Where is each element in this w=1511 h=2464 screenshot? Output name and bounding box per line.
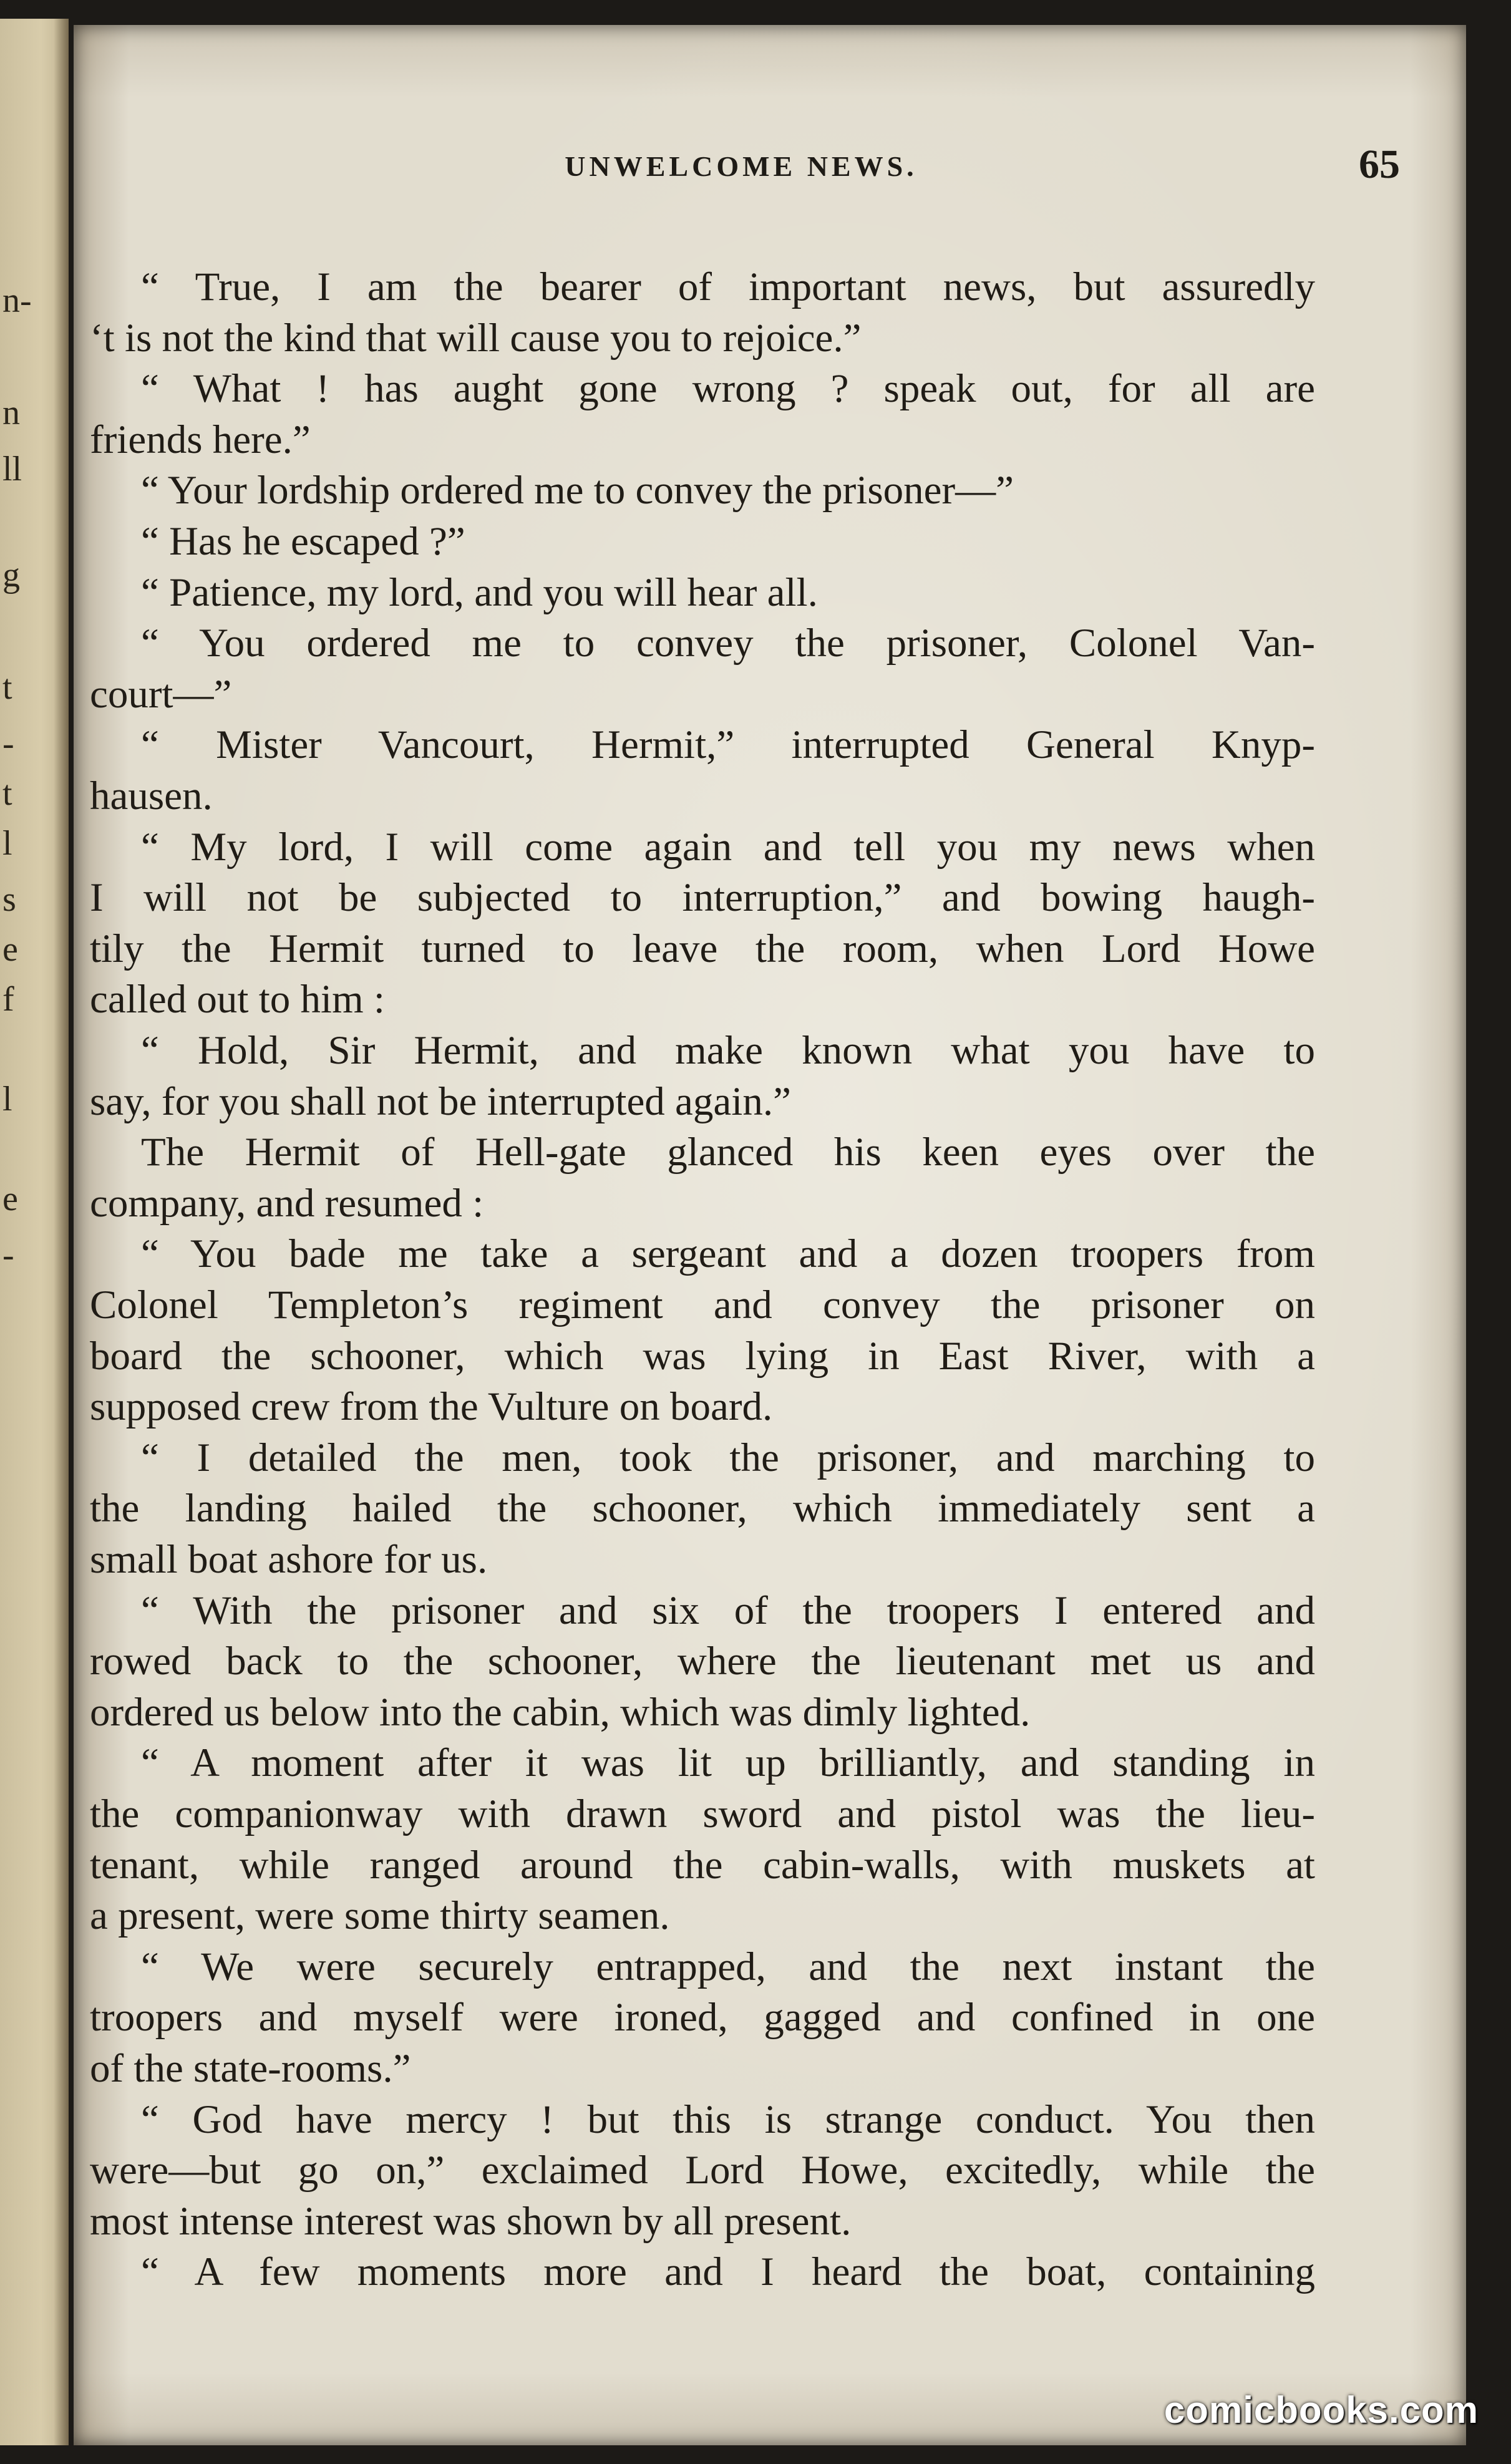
- prev-page-char: t: [2, 774, 12, 813]
- prev-page-char: f: [2, 980, 14, 1019]
- text-line: “ Your lordship ordered me to convey the prisoner—”: [141, 468, 1014, 513]
- text-line: troopers and myself were ironed, gagged and confined in one: [90, 1995, 1315, 2040]
- text-line: tily the Hermit turned to leave the room, when Lord Howe: [90, 926, 1315, 971]
- prev-page-char: -: [2, 1236, 14, 1274]
- prev-page-char: n: [2, 394, 20, 432]
- text-line: the companionway with drawn sword and pistol was the lieu-: [90, 1792, 1315, 1836]
- text-line: a present, were some thirty seamen.: [90, 1893, 670, 1939]
- prev-page-char: l: [2, 1080, 12, 1118]
- text-line: “ Patience, my lord, and you will hear all.: [141, 570, 818, 615]
- text-line: “ A moment after it was lit up brilliantly, and standing in: [141, 1740, 1315, 1786]
- text-line: most intense interest was shown by all present.: [90, 2198, 852, 2244]
- site-watermark: comicbooks.com: [1164, 2389, 1479, 2431]
- prev-page-char: e: [2, 930, 18, 969]
- text-line: “ God have mercy ! but this is strange conduct. You then: [141, 2097, 1315, 2142]
- text-line: “ A few moments more and I heard the boat, containing: [141, 2249, 1315, 2295]
- text-line: “ True, I am the bearer of important news, but assuredly: [141, 264, 1315, 309]
- text-line: ‘t is not the kind that will cause you to rejoice.”: [90, 315, 862, 361]
- text-line: “ We were securely entrapped, and the next instant the: [141, 1944, 1315, 1989]
- text-line: “ What ! has aught gone wrong ? speak out, for all are: [141, 366, 1315, 412]
- text-line: small boat ashore for us.: [90, 1537, 488, 1582]
- text-line: hausen.: [90, 774, 213, 818]
- text-line: tenant, while ranged around the cabin-walls, with muskets at: [90, 1842, 1315, 1888]
- text-line: were—but go on,” exclaimed Lord Howe, excitedly, while the: [90, 2148, 1315, 2193]
- text-line: “ With the prisoner and six of the troopers I entered and: [141, 1588, 1315, 1633]
- text-line: “ My lord, I will come again and tell you my news when: [141, 824, 1315, 870]
- text-line: called out to him :: [90, 977, 385, 1022]
- text-line: “ Hold, Sir Hermit, and make known what you have to: [141, 1028, 1315, 1073]
- text-line: I will not be subjected to interruption,” and bowing haugh-: [90, 875, 1315, 921]
- page-number: 65: [1359, 142, 1400, 187]
- text-line: of the state-rooms.”: [90, 2046, 411, 2091]
- prev-page-char: ll: [2, 450, 22, 488]
- prev-page-char: -: [2, 724, 14, 763]
- page-header: [74, 142, 1466, 200]
- text-line: the landing hailed the schooner, which immediately sent a: [90, 1486, 1315, 1531]
- text-line: company, and resumed :: [90, 1180, 484, 1226]
- prev-page-char: g: [2, 556, 20, 594]
- prev-page-char: s: [2, 880, 16, 919]
- text-line: court—”: [90, 671, 232, 717]
- text-line: friends here.”: [90, 417, 311, 462]
- prev-page-char: l: [2, 824, 12, 863]
- text-line: supposed crew from the Vulture on board.: [90, 1384, 773, 1430]
- text-line: “ Mister Vancourt, Hermit,” interrupted General Knyp-: [141, 722, 1315, 768]
- text-line: “ I detailed the men, took the prisoner, and marching to: [141, 1435, 1315, 1480]
- text-line: say, for you shall not be interrupted again.”: [90, 1079, 791, 1124]
- previous-page-edge: [0, 19, 69, 2445]
- text-line: Colonel Templeton’s regiment and convey the prisoner on: [90, 1283, 1315, 1327]
- text-line: rowed back to the schooner, where the lieutenant met us and: [90, 1639, 1315, 1684]
- prev-page-char: n-: [2, 281, 32, 320]
- prev-page-char: t: [2, 668, 12, 707]
- text-line: board the schooner, which was lying in East River, with a: [90, 1333, 1315, 1379]
- book-page: [74, 25, 1466, 2445]
- text-line: “ Has he escaped ?”: [141, 519, 465, 564]
- text-line: “ You ordered me to convey the prisoner, Colonel Van-: [141, 621, 1315, 666]
- text-line: ordered us below into the cabin, which was dimly lighted.: [90, 1689, 1031, 1735]
- text-line: “ You bade me take a sergeant and a dozen troopers from: [141, 1231, 1315, 1277]
- text-line: The Hermit of Hell-gate glanced his keen eyes over the: [141, 1130, 1315, 1175]
- running-head: UNWELCOME NEWS.: [565, 150, 918, 182]
- page-gutter-shadow: [54, 19, 69, 2445]
- prev-page-char: e: [2, 1180, 18, 1218]
